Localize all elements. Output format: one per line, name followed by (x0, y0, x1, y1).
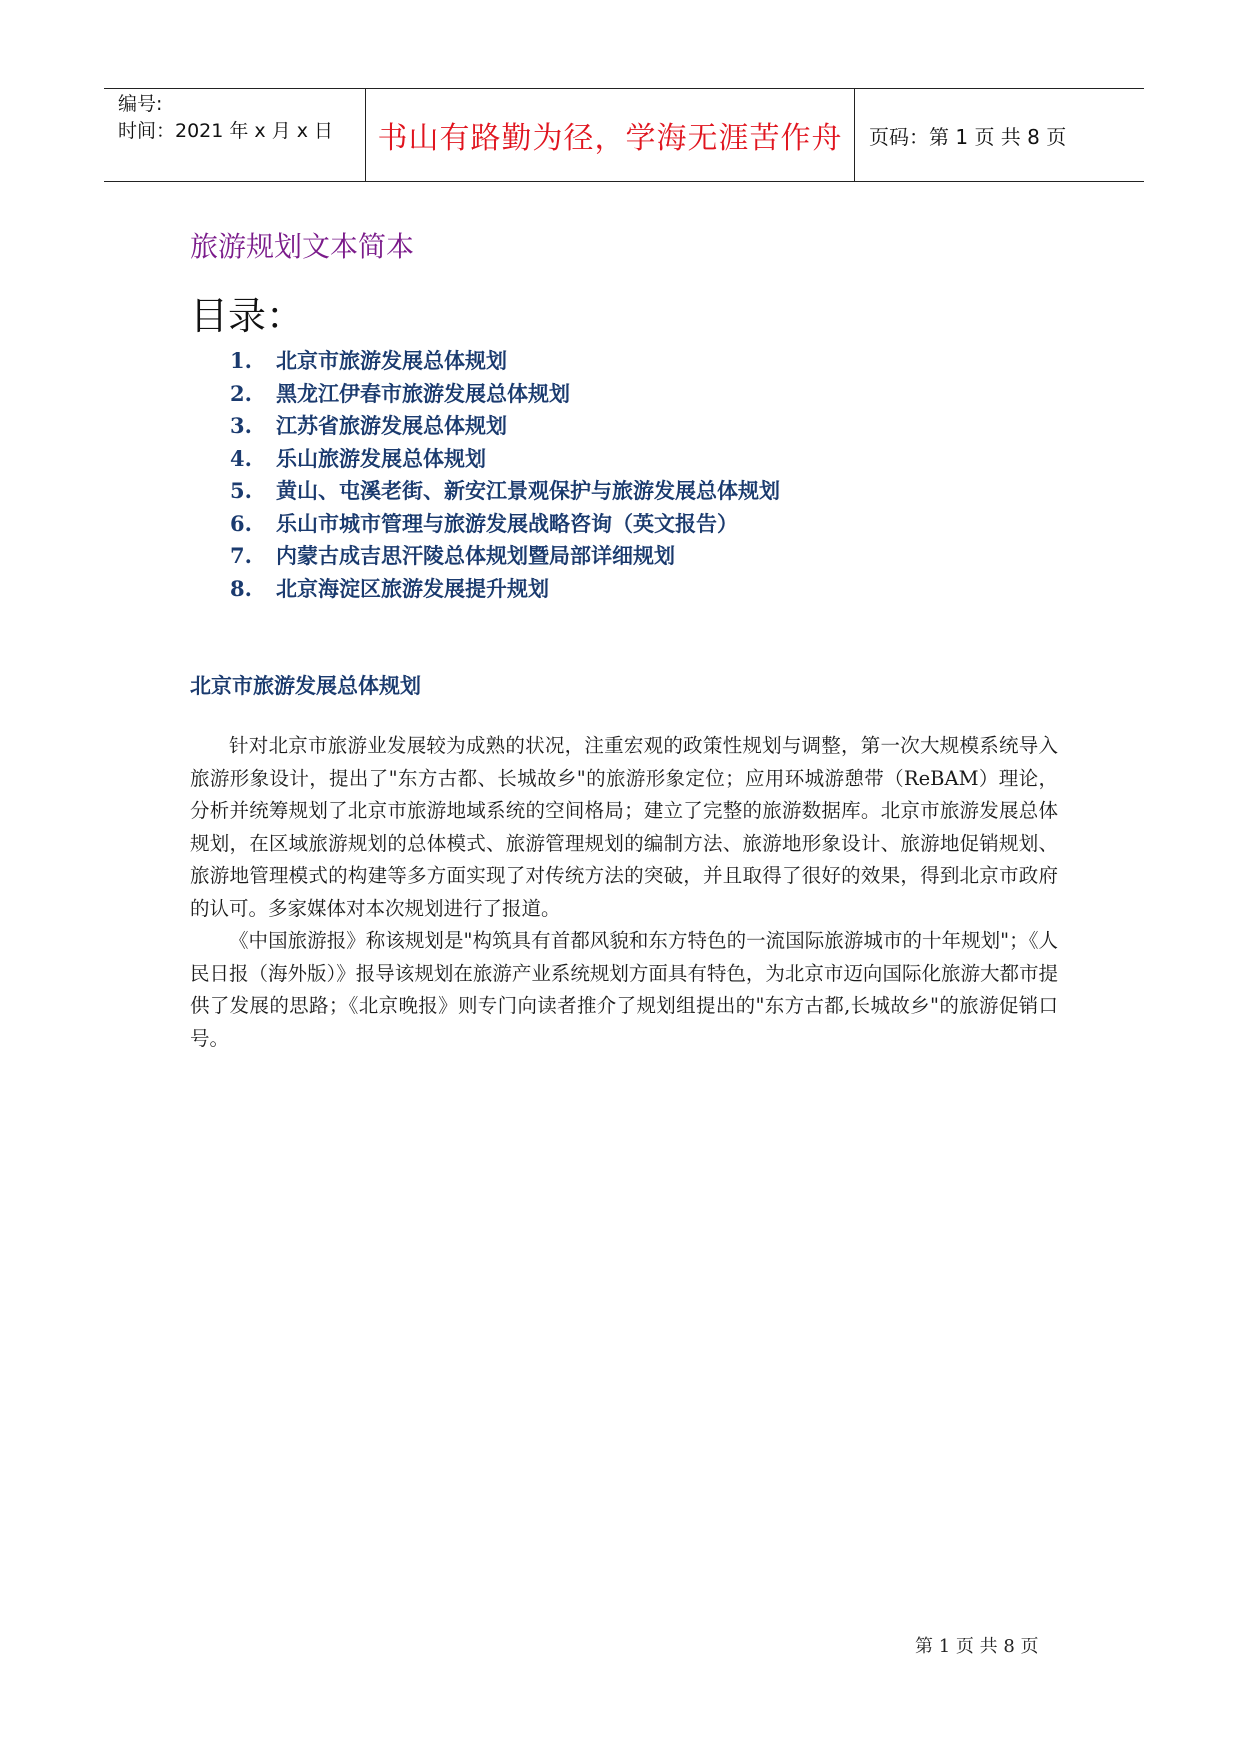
toc-item[interactable] (230, 508, 780, 541)
body-paragraph: 《中国旅游报》称该规划是"构筑具有首都风貌和东方特色的一流国际旅游城市的十年规划"；《人民日报（海外版）》报导该规划在旅游产业系统规划方面具有特色，为北京市迈向国际化旅游大都市提供了发展的思路；《北京晚报》则专门向读者推介了规划组提出的"东方古都,长城故乡"的旅游促销口号。 (190, 929, 1058, 1050)
toc-item[interactable] (230, 410, 780, 443)
page-header (104, 88, 1144, 182)
header-page-code: 页码：第 1 页 共 8 页 (869, 124, 1067, 149)
toc-item-label: 黑龙江伊春市旅游发展总体规划 (276, 381, 570, 406)
toc-item-label: 北京海淀区旅游发展提升规划 (276, 576, 549, 601)
toc-item-label: 乐山市城市管理与旅游发展战略咨询（英文报告） (276, 511, 738, 536)
toc-item[interactable] (230, 475, 780, 508)
toc-item-label: 黄山、屯溪老街、新安江景观保护与旅游发展总体规划 (276, 479, 780, 503)
section-heading: 北京市旅游发展总体规划 (190, 674, 421, 698)
toc-item-number: 8. (230, 575, 252, 601)
section-body (190, 730, 1058, 1055)
toc-item-number: 5. (230, 478, 252, 503)
toc-item-label: 江苏省旅游发展总体规划 (276, 414, 507, 438)
header-meta (104, 89, 366, 181)
page-footer: 第 1 页 共 8 页 (915, 1636, 1039, 1657)
toc-item-number: 4. (230, 445, 252, 471)
toc-heading: 目录： (190, 294, 305, 338)
document-title: 旅游规划文本简本 (190, 230, 415, 263)
toc-item-number: 7. (230, 543, 252, 568)
table-of-contents (230, 345, 780, 605)
toc-item[interactable] (230, 573, 780, 606)
toc-item[interactable] (230, 540, 780, 573)
toc-item[interactable] (230, 443, 780, 476)
toc-item-label: 内蒙古成吉思汗陵总体规划暨局部详细规划 (276, 544, 675, 568)
toc-item[interactable] (230, 378, 780, 411)
body-paragraph: 针对北京市旅游业发展较为成熟的状况，注重宏观的政策性规划与调整，第一次大规模系统导入旅游形象设计，提出了"东方古都、长城故乡"的旅游形象定位；应用环城游憩带（ReBAM）理论，分析并统筹规划了北京市旅游地域系统的空间格局；建立了完整的旅游数据库。北京市旅游发展总体规划，在区域旅游规划的总体模式、旅游管理规划的编制方法、旅游地形象设计、旅游地促销规划、旅游地管理模式的构建等多方面实现了对传统方法的突破，并且取得了很好的效果，得到北京市政府的认可。多家媒体对本次规划进行了报道。 (190, 734, 1058, 920)
date-label: 时间：2021 年 x 月 x 日 (118, 120, 334, 142)
serial-label: 编号: (118, 93, 163, 115)
toc-item-number: 1. (230, 348, 252, 373)
toc-item[interactable] (230, 345, 780, 378)
toc-item-label: 北京市旅游发展总体规划 (276, 349, 507, 373)
toc-item-label: 乐山旅游发展总体规划 (276, 446, 486, 471)
toc-item-number: 6. (230, 510, 252, 536)
toc-item-number: 2. (230, 380, 252, 406)
toc-item-number: 3. (230, 413, 252, 438)
header-motto: 书山有路勤为径，学海无涯苦作舟 (366, 89, 855, 181)
